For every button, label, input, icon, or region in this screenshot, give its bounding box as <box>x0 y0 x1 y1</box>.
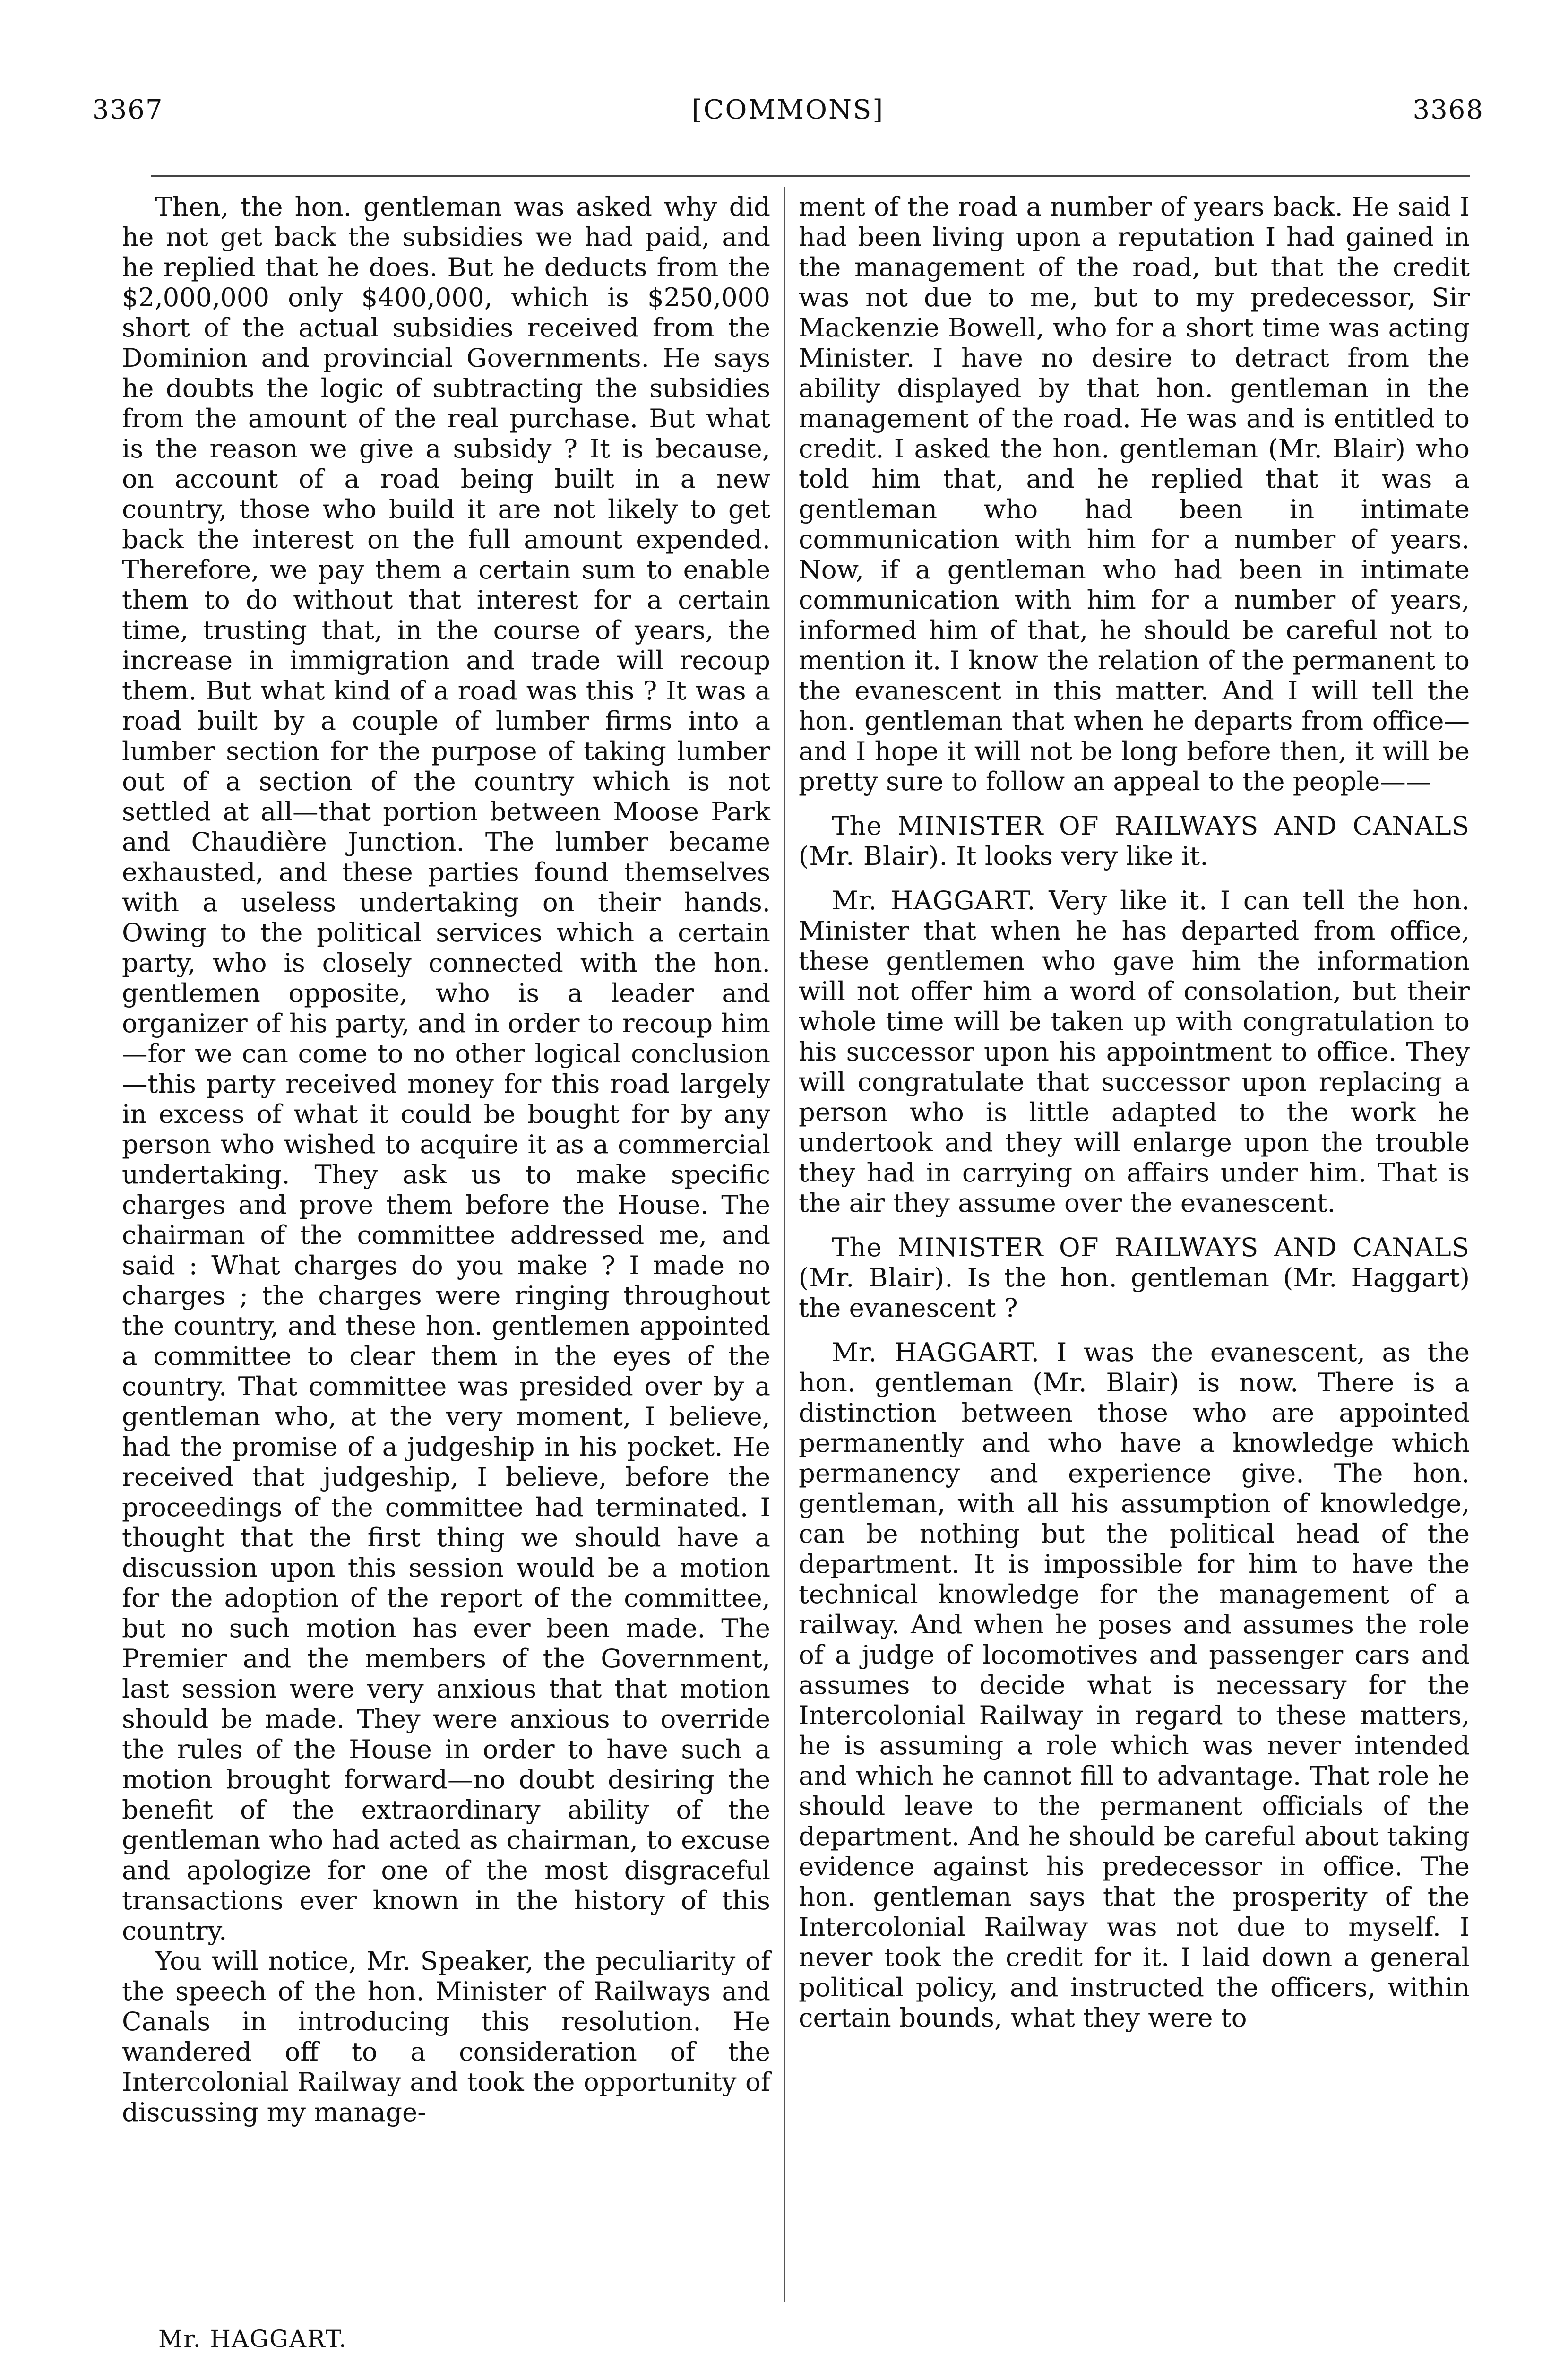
speaker-name: The MINISTER OF RAILWAYS AND CANALS (Mr. Blair). <box>799 1232 1470 1293</box>
right-column <box>799 191 1470 2033</box>
speech-text: It looks very like it. <box>956 841 1208 871</box>
speech-haggart-1 <box>799 885 1470 1218</box>
speech-minister-1 <box>799 811 1470 871</box>
right-paragraph-1: ment of the road a number of years back. He said I had been living upon a reputation I had gained in the management of the road, but that the credit was not due to me, but to my predecessor, Sir Mackenzie Bowell, who for a short time was acting Minister. I have no desire to detract from the ability displayed by that hon. gentleman in the management of the road. He was and is entitled to credit. I asked the hon. gentleman (Mr. Blair) who told him that, and he replied that it was a gentleman who had been in intimate communication with him for a number of years. Now, if a gentleman who had been in intimate communication with him for a number of years, informed him of that, he should be careful not to mention it. I know the relation of the permanent to the evanescent in this matter. And I will tell the hon. gentleman that when he departs from office—and I hope it will not be long before then, it will be pretty sure to follow an appeal to the people—— <box>799 191 1470 796</box>
speech-text: Very like it. I can tell the hon. Minister that when he has departed from office, these gentlemen who gave him the information will not offer him a word of consolation, but their whole time will be taken up with congratulation to his successor upon his appointment to office. They will congratulate that successor upon replacing a person who is little adapted to the work he undertook and they will enlarge upon the trouble they had in carrying on affairs under him. That is the air they assume over the evanescent. <box>799 885 1470 1218</box>
page-number-left: 3367 <box>92 95 164 125</box>
speaker-name: Mr. HAGGART. <box>832 885 1036 915</box>
page-header <box>92 80 1484 137</box>
speech-text: I was the evanescent, as the hon. gentleman (Mr. Blair) is now. There is a distinction between those who are appointed permanently and who have a knowledge which permanency and experience give. The hon. gentleman, with all his assumption of knowledge, can be nothing but the political head of the department. It is impossible for him to have the technical knowledge for the management of a railway. And when he poses and assumes the role of a judge of locomotives and passenger cars and assumes to decide what is necessary for the Intercolonial Railway in regard to these matters, he is assuming a role which was never intended and which he cannot fill to advantage. That role he should leave to the permanent officials of the department. And he should be careful about taking evidence against his predecessor in office. The hon. gentleman says that the prosperity of the Intercolonial Railway was not due to myself. I never took the credit for it. I laid down a general political policy, and instructed the officers, within certain bounds, what they were to <box>799 1337 1470 2033</box>
left-column <box>122 191 770 2127</box>
header-rule <box>151 175 1470 177</box>
column-divider <box>784 187 785 2302</box>
speaker-name: Mr. HAGGART. <box>832 1337 1040 1367</box>
speech-minister-2 <box>799 1232 1470 1323</box>
speech-text: Is the hon. gentleman (Mr. Haggart) the evanescent ? <box>799 1262 1470 1323</box>
page-title: [COMMONS] <box>691 95 885 125</box>
page-number-right: 3368 <box>1413 95 1484 125</box>
left-paragraph-1: Then, the hon. gentleman was asked why did he not get back the subsidies we had paid, and he replied that he does. But he deducts from the $2,000,000 only $400,000, which is $250,000 short of the actual subsidies received from the Dominion and provincial Governments. He says he doubts the logic of subtracting the subsidies from the amount of the real purchase. But what is the reason we give a subsidy ? It is because, on account of a road being built in a new country, those who build it are not likely to get back the interest on the full amount expended. Therefore, we pay them a certain sum to enable them to do without that interest for a certain time, trusting that, in the course of years, the increase in immigration and trade will recoup them. But what kind of a road was this ? It was a road built by a couple of lumber firms into a lumber section for the purpose of taking lumber out of a section of the country which is not settled at all—that portion between Moose Park and Chaudière Junction. The lumber became exhausted, and these parties found themselves with a useless undertaking on their hands. Owing to the political services which a certain party, who is closely connected with the hon. gentlemen opposite, who is a leader and organizer of his party, and in order to recoup him—for we can come to no other logical conclusion—this party received money for this road largely in excess of what it could be bought for by any person who wished to acquire it as a commercial undertaking. They ask us to make specific charges and prove them before the House. The chairman of the committee addressed me, and said : What charges do you make ? I made no charges ; the charges were ringing throughout the country, and these hon. gentlemen appointed a committee to clear them in the eyes of the country. That committee was presided over by a gentleman who, at the very moment, I believe, had the promise of a judgeship in his pocket. He received that judgeship, I believe, before the proceedings of the committee had terminated. I thought that the first thing we should have a discussion upon this session would be a motion for the adoption of the report of the committee, but no such motion has ever been made. The Premier and the members of the Government, last session were very anxious that that motion should be made. They were anxious to override the rules of the House in order to have such a motion brought forward—no doubt desiring the benefit of the extraordinary ability of the gentleman who had acted as chairman, to excuse and apologize for one of the most disgraceful transactions ever known in the history of this country. <box>122 191 770 1946</box>
speaker-name: The MINISTER OF RAILWAYS AND CANALS (Mr. Blair). <box>799 811 1470 871</box>
speech-haggart-2 <box>799 1337 1470 2033</box>
footer-speaker-name: Mr. HAGGART. <box>158 2325 347 2353</box>
left-paragraph-2: You will notice, Mr. Speaker, the peculiarity of the speech of the hon. Minister of Railways and Canals in introducing this resolution. He wandered off to a consideration of the Intercolonial Railway and took the opportunity of discussing my manage- <box>122 1946 770 2127</box>
